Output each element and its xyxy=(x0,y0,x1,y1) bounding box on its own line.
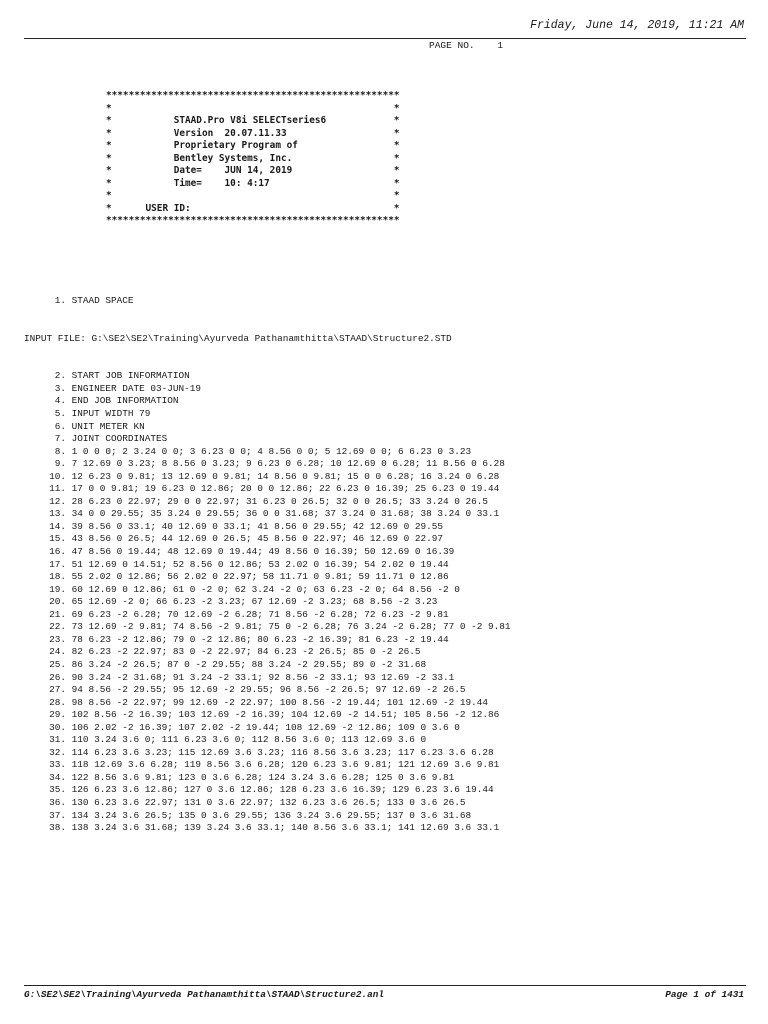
line-number: 1. xyxy=(54,295,66,307)
line-number: 24. xyxy=(49,646,66,658)
line-number: 17. xyxy=(49,558,66,570)
line-number: 9. xyxy=(54,458,66,470)
page-number-line xyxy=(429,40,503,51)
listing-line xyxy=(24,496,510,509)
line-number: 2. xyxy=(54,370,66,382)
listing-line xyxy=(24,571,510,584)
line-text: 43 8.56 0 26.5; 44 12.69 0 26.5; 45 8.56 0 22.97; 46 12.69 0 22.97 xyxy=(71,533,443,545)
listing-line xyxy=(24,734,510,747)
program-banner xyxy=(106,90,400,228)
line-number: 36. xyxy=(49,796,66,808)
line-number: 35. xyxy=(49,784,66,796)
line-number: 3. xyxy=(54,382,66,394)
line-number: 27. xyxy=(49,684,66,696)
listing-line xyxy=(24,383,510,396)
line-number: 32. xyxy=(49,746,66,758)
listing-line xyxy=(24,709,510,722)
line-text: ENGINEER DATE 03-JUN-19 xyxy=(71,382,202,394)
listing-line xyxy=(24,546,510,559)
listing-line xyxy=(24,370,510,383)
line-number: 22. xyxy=(49,621,66,633)
line-number: 16. xyxy=(49,546,66,558)
line-text: 110 3.24 3.6 0; 111 6.23 3.6 0; 112 8.56 3.6 0; 113 12.69 3.6 0 xyxy=(71,734,427,746)
listing-line xyxy=(24,471,510,484)
line-number: 20. xyxy=(49,596,66,608)
listing-line xyxy=(24,646,510,659)
listing-line xyxy=(24,521,510,534)
banner-line: * STAAD.Pro V8i SELECTseries6 * xyxy=(106,115,400,126)
line-number: 38. xyxy=(49,822,66,834)
line-text: 55 2.02 0 12.86; 56 2.02 0 22.97; 58 11.71 0 9.81; 59 11.71 0 12.86 xyxy=(71,571,449,583)
listing-line xyxy=(24,634,510,647)
page-number-label: PAGE NO. xyxy=(429,40,475,51)
line-text: 28 6.23 0 22.97; 29 0 0 22.97; 31 6.23 0 26.5; 32 0 0 26.5; 33 3.24 0 26.5 xyxy=(71,495,488,507)
line-text: END JOB INFORMATION xyxy=(71,395,179,407)
banner-line: **************************************************** xyxy=(106,90,400,101)
banner-line: * Bentley Systems, Inc. * xyxy=(106,152,400,164)
footer-rule xyxy=(24,985,746,986)
line-number: 34. xyxy=(49,771,66,783)
listing-line xyxy=(24,772,510,785)
line-text: 65 12.69 -2 0; 66 6.23 -2 3.23; 67 12.69 -2 3.23; 68 8.56 -2 3.23 xyxy=(71,596,438,608)
line-text: START JOB INFORMATION xyxy=(71,370,190,382)
banner-line: * * xyxy=(106,190,400,201)
line-text: 34 0 0 29.55; 35 3.24 0 29.55; 36 0 0 31.68; 37 3.24 0 31.68; 38 3.24 0 33.1 xyxy=(71,508,500,520)
line-number: 6. xyxy=(54,420,66,432)
line-number: 30. xyxy=(49,721,66,733)
listing-line xyxy=(24,659,510,672)
banner-line: * Version 20.07.11.33 * xyxy=(106,127,400,139)
line-text: 73 12.69 -2 9.81; 74 8.56 -2 9.81; 75 0 -2 6.28; 76 3.24 -2 6.28; 77 0 -2 9.81 xyxy=(71,621,511,633)
banner-line: * Date= JUN 14, 2019 * xyxy=(106,165,400,176)
line-number: 23. xyxy=(49,633,66,645)
line-number: 33. xyxy=(49,759,66,771)
line-text: 1 0 0 0; 2 3.24 0 0; 3 6.23 0 0; 4 8.56 0 0; 5 12.69 0 0; 6 6.23 0 3.23 xyxy=(71,445,472,457)
listing-line xyxy=(24,697,510,710)
line-number: 26. xyxy=(49,671,66,683)
listing-line xyxy=(24,797,510,810)
listing-line xyxy=(24,533,510,546)
listing-line xyxy=(24,684,510,697)
line-text: 134 3.24 3.6 26.5; 135 0 3.6 29.55; 136 3.24 3.6 29.55; 137 0 3.6 31.68 xyxy=(71,809,472,821)
listing-line xyxy=(24,446,510,459)
listing-line xyxy=(24,822,510,835)
line-text: 51 12.69 0 14.51; 52 8.56 0 12.86; 53 2.02 0 16.39; 54 2.02 0 19.44 xyxy=(71,558,449,570)
line-number: 12. xyxy=(49,495,66,507)
line-text: 118 12.69 3.6 6.28; 119 8.56 3.6 6.28; 120 6.23 3.6 9.81; 121 12.69 3.6 9.81 xyxy=(71,759,500,771)
listing-line xyxy=(24,458,510,471)
listing-line xyxy=(24,559,510,572)
line-number: 28. xyxy=(49,696,66,708)
line-number: 37. xyxy=(49,809,66,821)
line-text: 130 6.23 3.6 22.97; 131 0 3.6 22.97; 132 6.23 3.6 26.5; 133 0 3.6 26.5 xyxy=(71,796,466,808)
header-rule xyxy=(24,38,746,39)
listing-line xyxy=(24,421,510,434)
line-text: JOINT COORDINATES xyxy=(71,433,168,445)
line-number: 19. xyxy=(49,583,66,595)
line-text: 98 8.56 -2 22.97; 99 12.69 -2 22.97; 100 8.56 -2 19.44; 101 12.69 -2 19.44 xyxy=(71,696,488,708)
line-text: 69 6.23 -2 6.28; 70 12.69 -2 6.28; 71 8.56 -2 6.28; 72 6.23 -2 9.81 xyxy=(71,608,449,620)
line-number: 15. xyxy=(49,533,66,545)
line-number: 29. xyxy=(49,709,66,721)
input-file-path: INPUT FILE: G:\SE2\SE2\Training\Ayurveda Pathanamthitta\STAAD\Structure2.STD xyxy=(24,332,452,344)
line-number: 18. xyxy=(49,571,66,583)
line-text: STAAD SPACE xyxy=(71,295,134,307)
line-text: 39 8.56 0 33.1; 40 12.69 0 33.1; 41 8.56 0 29.55; 42 12.69 0 29.55 xyxy=(71,520,443,532)
listing-line xyxy=(24,295,510,308)
listing-line xyxy=(24,722,510,735)
line-text: 12 6.23 0 9.81; 13 12.69 0 9.81; 14 8.56 0 9.81; 15 0 0 6.28; 16 3.24 0 6.28 xyxy=(71,470,500,482)
footer-page-count: Page 1 of 1431 xyxy=(665,989,744,1000)
line-text: 17 0 0 9.81; 19 6.23 0 12.86; 20 0 0 12.86; 22 6.23 0 16.39; 25 6.23 0 19.44 xyxy=(71,483,500,495)
listing-line xyxy=(24,395,510,408)
line-number: 7. xyxy=(54,433,66,445)
banner-line: **************************************************** xyxy=(106,215,400,226)
line-number: 4. xyxy=(54,395,66,407)
listing-line xyxy=(24,759,510,772)
footer-file-path: G:\SE2\SE2\Training\Ayurveda Pathanamthitta\STAAD\Structure2.anl xyxy=(24,989,385,1000)
listing-line xyxy=(24,408,510,421)
listing-line xyxy=(24,596,510,609)
line-text: 122 8.56 3.6 9.81; 123 0 3.6 6.28; 124 3.24 3.6 6.28; 125 0 3.6 9.81 xyxy=(71,771,455,783)
banner-line: * Time= 10: 4:17 * xyxy=(106,177,400,189)
line-text: 94 8.56 -2 29.55; 95 12.69 -2 29.55; 96 8.56 -2 26.5; 97 12.69 -2 26.5 xyxy=(71,684,466,696)
banner-line: * USER ID: * xyxy=(106,202,400,214)
line-text: INPUT WIDTH 79 xyxy=(71,408,151,420)
line-text: 114 6.23 3.6 3.23; 115 12.69 3.6 3.23; 116 8.56 3.6 3.23; 117 6.23 3.6 6.28 xyxy=(71,746,494,758)
listing-line xyxy=(24,672,510,685)
line-number: 10. xyxy=(49,470,66,482)
line-number: 14. xyxy=(49,520,66,532)
report-datetime: Friday, June 14, 2019, 11:21 AM xyxy=(530,19,744,32)
line-text: 90 3.24 -2 31.68; 91 3.24 -2 33.1; 92 8.56 -2 33.1; 93 12.69 -2 33.1 xyxy=(71,671,455,683)
line-text: 138 3.24 3.6 31.68; 139 3.24 3.6 33.1; 140 8.56 3.6 33.1; 141 12.69 3.6 33.1 xyxy=(71,822,500,834)
line-text: 106 2.02 -2 16.39; 107 2.02 -2 19.44; 108 12.69 -2 12.86; 109 0 3.6 0 xyxy=(71,721,460,733)
input-listing xyxy=(24,270,510,847)
listing-line xyxy=(24,747,510,760)
line-text: 86 3.24 -2 26.5; 87 0 -2 29.55; 88 3.24 -2 29.55; 89 0 -2 31.68 xyxy=(71,658,427,670)
listing-line xyxy=(24,584,510,597)
listing-line xyxy=(24,784,510,797)
listing-line xyxy=(24,810,510,823)
listing-line xyxy=(24,433,510,446)
line-text: 102 8.56 -2 16.39; 103 12.69 -2 16.39; 104 12.69 -2 14.51; 105 8.56 -2 12.86 xyxy=(71,709,500,721)
banner-line: * * xyxy=(106,102,400,114)
page-number-value: 1 xyxy=(497,40,504,51)
line-text: 47 8.56 0 19.44; 48 12.69 0 19.44; 49 8.56 0 16.39; 50 12.69 0 16.39 xyxy=(71,546,455,558)
line-number: 13. xyxy=(49,508,66,520)
line-number: 5. xyxy=(54,408,66,420)
line-text: 60 12.69 0 12.86; 61 0 -2 0; 62 3.24 -2 0; 63 6.23 -2 0; 64 8.56 -2 0 xyxy=(71,583,460,595)
line-text: 78 6.23 -2 12.86; 79 0 -2 12.86; 80 6.23 -2 16.39; 81 6.23 -2 19.44 xyxy=(71,633,449,645)
banner-line: * Proprietary Program of * xyxy=(106,140,400,151)
line-text: 126 6.23 3.6 12.86; 127 0 3.6 12.86; 128 6.23 3.6 16.39; 129 6.23 3.6 19.44 xyxy=(71,784,494,796)
line-number: 21. xyxy=(49,608,66,620)
listing-line xyxy=(24,508,510,521)
line-text: UNIT METER KN xyxy=(71,420,145,432)
line-number: 31. xyxy=(49,734,66,746)
listing-line xyxy=(24,621,510,634)
line-number: 25. xyxy=(49,658,66,670)
line-text: 82 6.23 -2 22.97; 83 0 -2 22.97; 84 6.23 -2 26.5; 85 0 -2 26.5 xyxy=(71,646,421,658)
listing-line xyxy=(24,483,510,496)
listing-line xyxy=(24,609,510,622)
listing-body xyxy=(24,370,510,834)
line-number: 11. xyxy=(49,483,66,495)
line-number: 8. xyxy=(54,445,66,457)
line-text: 7 12.69 0 3.23; 8 8.56 0 3.23; 9 6.23 0 6.28; 10 12.69 0 6.28; 11 8.56 0 6.28 xyxy=(71,458,505,470)
